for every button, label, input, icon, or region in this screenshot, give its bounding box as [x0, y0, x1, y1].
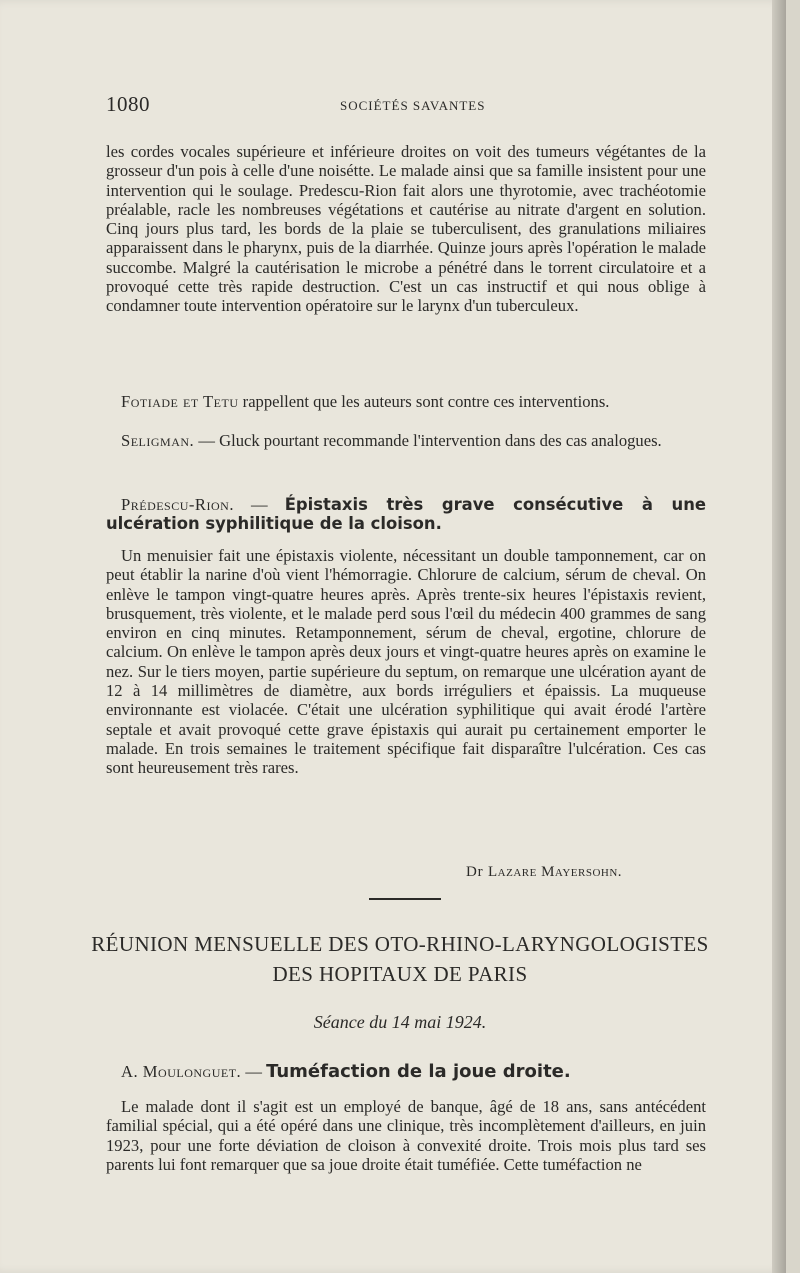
heading-dash: —: [241, 1062, 267, 1081]
remark-text: — Gluck pourtant recommande l'intervention dans des cas analogues.: [194, 431, 662, 450]
continuation-paragraph: les cordes vocales supérieure et inférieure droites on voit des tumeurs végétantes de la grosseur d'un pois à celle d'une noisétte. Le malade ainsi que sa famille insistent pour une intervention qui le soulage. Predescu-Rion fait alors une thyrotomie, avec trachéotomie préalable, racle les nombreuses végétations et cautérise au nitrate d'argent en solution. Cinq jours plus tard, les bords de la plaie se tuberculisent, des granulations miliaires apparaissent dans le pharynx, puis de la diarrhée. Quinze jours après l'opération le malade succombe. Malgré la cautérisation le microbe a pénétré dans le torrent circulatoire et a provoqué cette très rapide destruction. C'est un cas instructif et qui nous oblige à condamner toute intervention opératoire sur le larynx d'un tuberculeux.: [106, 142, 706, 316]
page-edge: [772, 0, 786, 1273]
meeting-heading-line2: DES HOPITAUX DE PARIS: [272, 962, 528, 986]
communication-heading: [106, 1062, 706, 1081]
remark-paragraph: [106, 431, 706, 450]
communication-author: A. Moulonguet.: [121, 1062, 242, 1081]
running-head: SOCIÉTÉS SAVANTES: [340, 98, 486, 113]
communication-author: Prédescu-Rion.: [121, 495, 234, 514]
page-number: 1080: [106, 92, 150, 116]
remark-speaker: Fotiade et Tetu: [121, 392, 239, 411]
meeting-heading-line1: RÉUNION MENSUELLE DES OTO-RHINO-LARYNGOLOGISTES: [91, 932, 709, 956]
section-divider: [369, 898, 441, 900]
signature-name: Lazare Mayersohn.: [488, 864, 623, 880]
heading-dash: —: [233, 495, 285, 514]
remark-text: rappellent que les auteurs sont contre ces interventions.: [238, 392, 610, 411]
remark-paragraph: [106, 392, 706, 411]
signature: [466, 864, 622, 881]
communication-heading: [106, 495, 706, 534]
page-header: [106, 92, 706, 122]
communication-body: Le malade dont il s'agit est un employé de banque, âgé de 18 ans, sans antécédent familial spécial, qui a été opéré dans une clinique, très incomplètement d'ailleurs, en juin 1923, pour une forte déviation de cloison à convexité droite. Trois mois plus tard ses parents lui font remarquer que sa joue droite était tuméfiée. Cette tuméfaction ne: [106, 1097, 706, 1174]
remark-speaker: Seligman.: [121, 431, 195, 450]
communication-title: Tuméfaction de la joue droite.: [266, 1061, 571, 1082]
session-date: Séance du 14 mai 1924.: [313, 1012, 487, 1032]
signature-title: Dr: [466, 864, 484, 880]
communication-title: Épistaxis très grave consécutive à une ulcération syphilitique de la cloison.: [106, 495, 707, 534]
communication-body: Un menuisier fait une épistaxis violente, nécessitant un double tamponnement, car on peut établir la narine d'où vient l'hémorragie. Chlorure de calcium, sérum de cheval. On enlève le tampon vingt-quatre heures après. Après trente-six heures l'épistaxis revient, brusquement, très violente, et le malade perd sous l'œil du médecin 400 grammes de sang environ en cinq minutes. Retamponnement, sérum de cheval, ergotine, chlorure de calcium. On enlève le tampon après deux jours et vingt-quatre heures après on examine le nez. Sur le tiers moyen, partie supérieure du septum, on remarque une ulcération ayant de 12 à 14 millimètres de diamètre, aux bords irréguliers et épaissis. La muqueuse environnante est violacée. C'était une ulcération syphilitique qui avait érodé l'artère septale et avait provoqué cette grave épistaxis qui aurait pu certainement emporter le malade. En trois semaines le traitement spécifique fait disparaître l'ulcération. Ces cas sont heureusement très rares.: [106, 546, 706, 778]
